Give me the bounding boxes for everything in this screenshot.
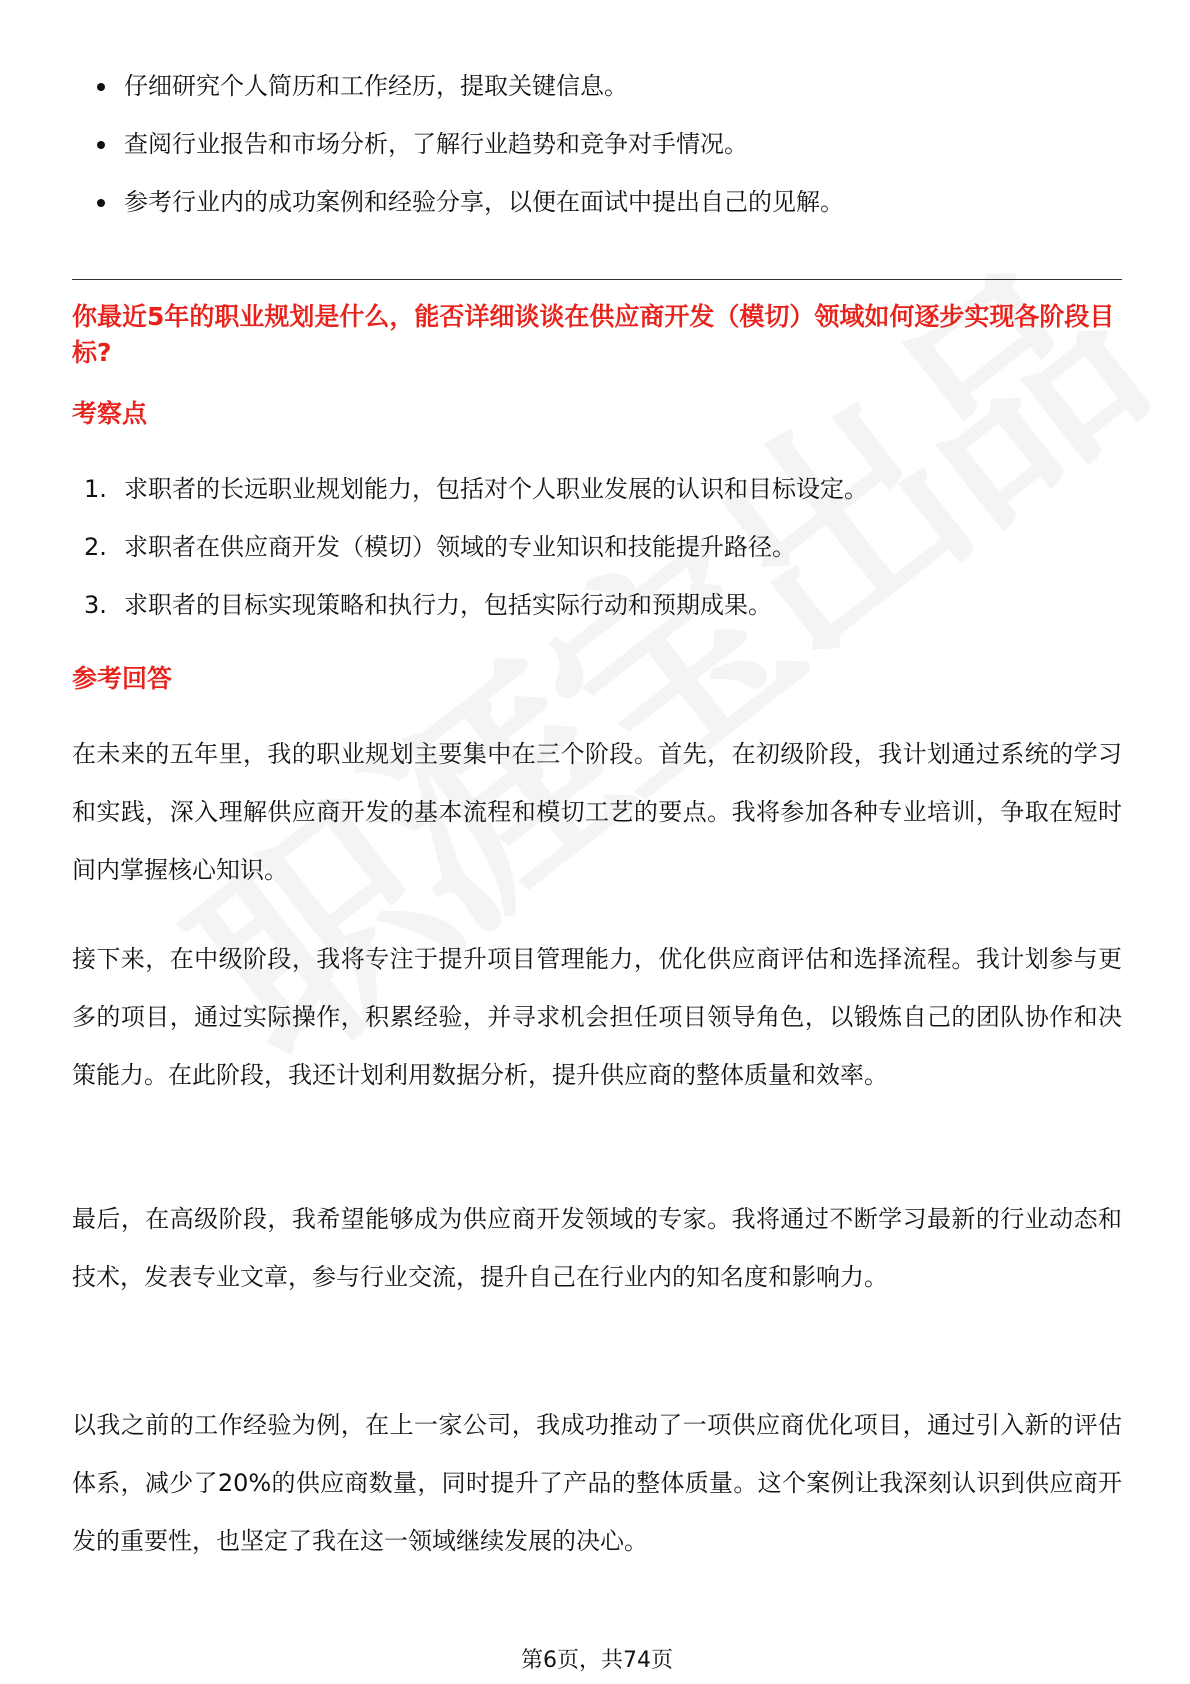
list-number: 3.: [84, 591, 107, 619]
list-item-text: 求职者在供应商开发（模切）领域的专业知识和技能提升路径。: [124, 533, 796, 561]
list-item: [84, 460, 1104, 518]
section-divider: [72, 279, 1122, 280]
section-heading-examine: 考察点: [72, 399, 148, 428]
question-heading: 你最近5年的职业规划是什么，能否详细谈谈在供应商开发（模切）领域如何逐步实现各阶段目标?: [72, 302, 1115, 367]
list-item-text: 求职者的目标实现策略和执行力，包括实际行动和预期成果。: [124, 591, 772, 619]
answer-paragraph: 接下来，在中级阶段，我将专注于提升项目管理能力，优化供应商评估和选择流程。我计划参与更多的项目，通过实际操作，积累经验，并寻求机会担任项目领导角色，以锻炼自己的团队协作和决策能力。在此阶段，我还计划利用数据分析，提升供应商的整体质量和效率。: [72, 945, 1122, 1089]
examine-points-list: [84, 460, 1104, 634]
answer-paragraph: 最后，在高级阶段，我希望能够成为供应商开发领域的专家。我将通过不断学习最新的行业动态和技术，发表专业文章，参与行业交流，提升自己在行业内的知名度和影响力。: [72, 1205, 1122, 1291]
prep-bullet-list: [100, 57, 1100, 231]
list-item: [84, 576, 1104, 634]
list-number: 1.: [84, 475, 107, 503]
answer-paragraph: 在未来的五年里，我的职业规划主要集中在三个阶段。首先，在初级阶段，我计划通过系统的学习和实践，深入理解供应商开发的基本流程和模切工艺的要点。我将参加各种专业培训，争取在短时间内掌握核心知识。: [72, 740, 1122, 884]
list-item: 仔细研究个人简历和工作经历，提取关键信息。: [100, 57, 1100, 115]
list-item: 参考行业内的成功案例和经验分享，以便在面试中提出自己的见解。: [100, 173, 1100, 231]
page-number-footer: 第6页，共74页: [521, 1648, 673, 1673]
section-heading-answer: 参考回答: [72, 664, 173, 693]
document-page: [72, 0, 1122, 1684]
list-item: [84, 518, 1104, 576]
answer-paragraph: 以我之前的工作经验为例，在上一家公司，我成功推动了一项供应商优化项目，通过引入新的评估体系，减少了20%的供应商数量，同时提升了产品的整体质量。这个案例让我深刻认识到供应商开发的重要性，也坚定了我在这一领域继续发展的决心。: [72, 1411, 1122, 1555]
list-item-text: 求职者的长远职业规划能力，包括对个人职业发展的认识和目标设定。: [124, 475, 868, 503]
list-number: 2.: [84, 533, 107, 561]
list-item: 查阅行业报告和市场分析，了解行业趋势和竞争对手情况。: [100, 115, 1100, 173]
